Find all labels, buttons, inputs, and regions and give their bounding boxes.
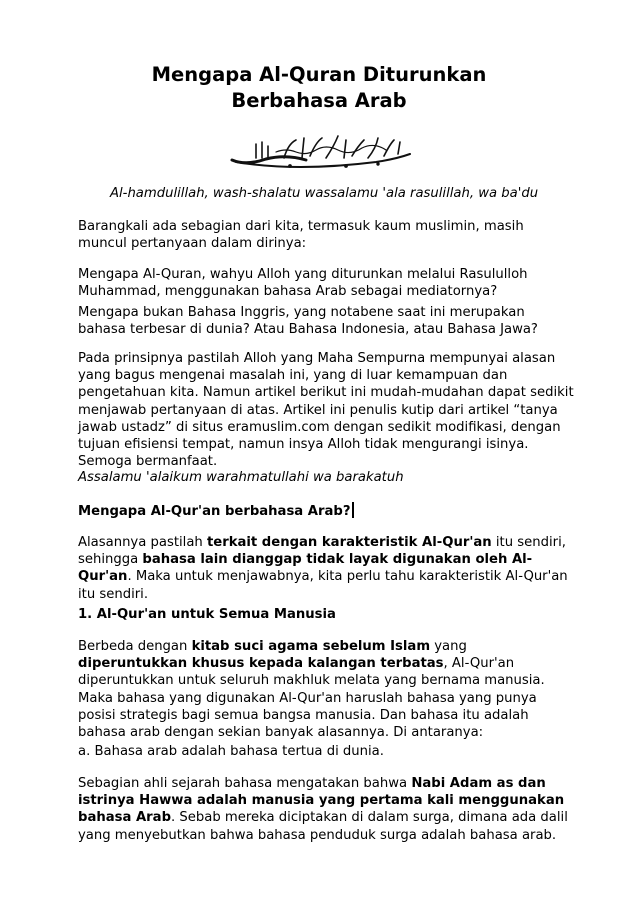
paragraph-4: [78, 350, 574, 470]
salam-line: [78, 469, 568, 486]
text-line: Mengapa bukan Bahasa Inggris, yang notabene saat ini merupakan: [78, 305, 525, 320]
text-line: jawab ustadz” di situs eramuslim.com dengan sedikit modifikasi, dengan: [78, 419, 561, 435]
text-cursor: [352, 502, 354, 518]
heading-text: Mengapa Al-Qur'an berbahasa Arab?: [78, 504, 351, 519]
text-line: Pada prinsipnya pastilah Alloh yang Maha Sempurna mempunyai alasan: [78, 351, 556, 366]
title-line-1: Mengapa Al-Quran Diturunkan: [151, 63, 487, 86]
heading-text: 1. Al-Qur'an untuk Semua Manusia: [78, 607, 336, 622]
text-line: a. Bahasa arab adalah bahasa tertua di dunia.: [78, 744, 384, 759]
text-line: Semoga bermanfaat.: [78, 454, 218, 470]
text-line: pengetahuan kita. Namun artikel berikut ini mudah-mudahan dapat sedikit: [78, 385, 574, 401]
page-title: [60, 62, 578, 114]
paragraph-5: Alasannya pastilah terkait dengan karakteristik Al-Qur'an itu sendiri, sehingga bahasa lain dianggap tidak layak digunakan oleh Al- Qur'an. Maka untuk menjawabnya, kita perlu tahu karakteristik Al-Qur'an itu sendiri.: [78, 535, 568, 602]
paragraph-1: [78, 218, 568, 252]
title-line-2: Berbahasa Arab: [231, 89, 407, 112]
paragraph-3: [78, 304, 568, 338]
basmala-calligraphy-image: [226, 132, 416, 172]
text-line: Barangkali ada sebagian dari kita, termasuk kaum muslimin, masih: [78, 219, 524, 234]
text-line: yang bagus mengenai masalah ini, yang di luar kemampuan dan: [78, 368, 508, 384]
section-heading-for-all-mankind: [78, 606, 568, 623]
text-line: Mengapa Al-Quran, wahyu Alloh yang diturunkan melalui Rasululloh: [78, 267, 528, 282]
section-heading-why-arabic[interactable]: [78, 502, 568, 520]
paragraph-8: Sebagian ahli sejarah bahasa mengatakan bahwa Nabi Adam as dan istrinya Hawwa adalah manusia yang pertama kali menggunakan bahasa Arab. Sebab mereka diciptakan di dalam surga, dimana ada dalil yang menyebutkan bahwa bahasa penduduk surga adalah bahasa arab.: [78, 776, 568, 843]
text-line: tujuan efisiensi tempat, namun insya Alloh tidak mengurangi isinya.: [78, 437, 529, 453]
paragraph-2: [78, 266, 568, 300]
opening-greeting: Al-hamdulillah, wash-shalatu wassalamu 'ala rasulillah, wa ba'du: [110, 186, 539, 201]
paragraph-6: Berbeda dengan kitab suci agama sebelum Islam yang diperuntukkan khusus kepada kalangan terbatas, Al-Qur'an diperuntukkan untuk seluruh makhluk melata yang bernama manusia. Maka bahasa yang digunakan Al-Qur'an haruslah bahasa yang punya posisi strategis bagi semua bangsa manusia. Dan bahasa itu adalah bahasa arab dengan sekian banyak alasannya. Di antaranya:: [78, 639, 545, 741]
text-line: Assalamu 'alaikum warahmatullahi wa barakatuh: [78, 470, 404, 485]
text-line: muncul pertanyaan dalam dirinya:: [78, 236, 307, 252]
text-line: Muhammad, menggunakan bahasa Arab sebagai mediatornya?: [78, 284, 498, 300]
paragraph-7: [78, 743, 568, 760]
text-line: menjawab pertanyaan di atas. Artikel ini penulis kutip dari artikel “tanya: [78, 402, 558, 418]
text-line: bahasa terbesar di dunia? Atau Bahasa Indonesia, atau Bahasa Jawa?: [78, 322, 538, 338]
